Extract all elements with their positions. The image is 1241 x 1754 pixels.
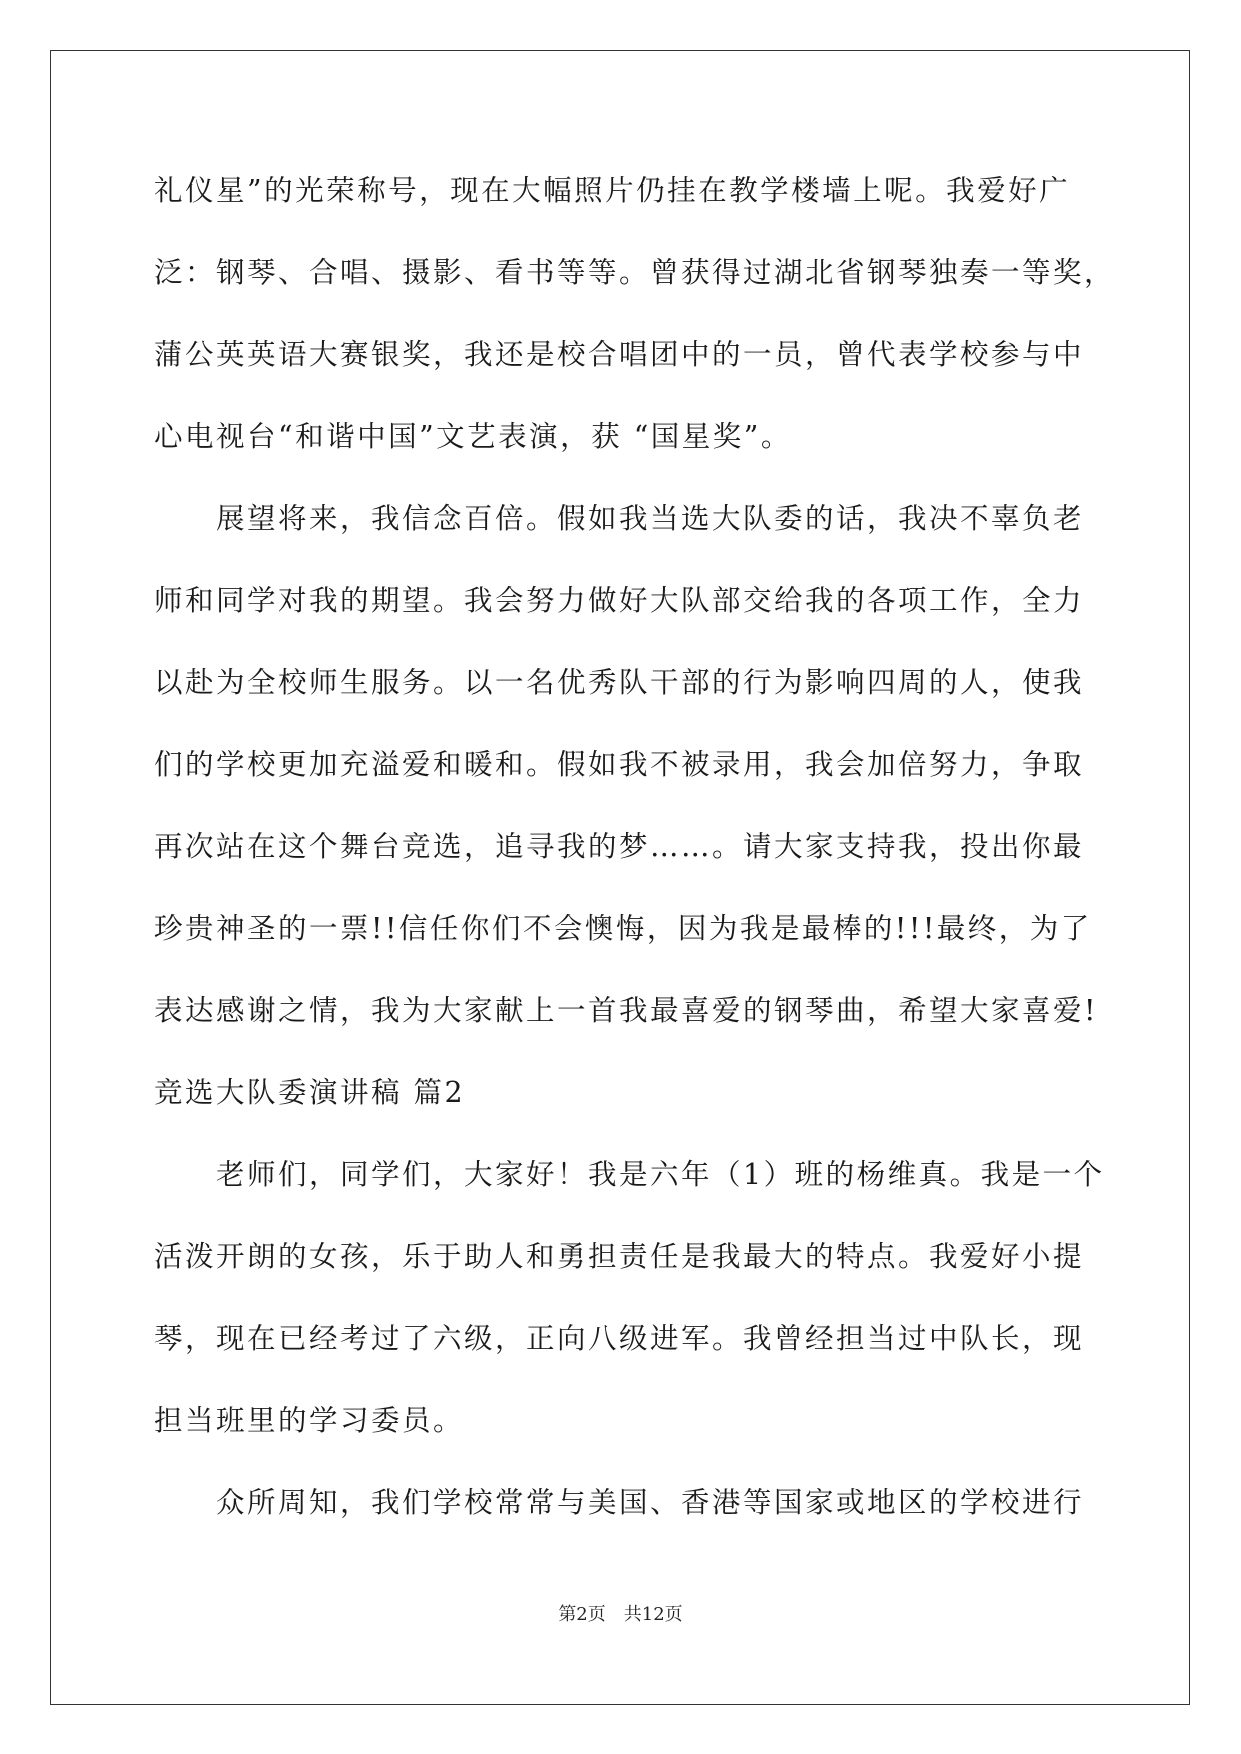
page-number: 第2页 共12页 — [558, 1604, 683, 1625]
text-line: 表达感谢之情，我为大家献上一首我最喜爱的钢琴曲，希望大家喜爱! — [154, 994, 1098, 1027]
section-heading: 竞选大队委演讲稿 篇2 — [154, 1076, 466, 1109]
text-line: 礼仪星”的光荣称号，现在大幅照片仍挂在教学楼墙上呢。我爱好广 — [154, 174, 1071, 207]
text-line: 泛：钢琴、合唱、摄影、看书等等。曾获得过湖北省钢琴独奏一等奖， — [154, 256, 1116, 289]
text-line: 展望将来，我信念百倍。假如我当选大队委的话，我决不辜负老 — [154, 502, 1085, 535]
text-line: 以赴为全校师生服务。以一名优秀队干部的行为影响四周的人，使我 — [154, 666, 1085, 699]
text-line: 珍贵神圣的一票!!信任你们不会懊悔，因为我是最棒的!!!最终，为了 — [154, 912, 1092, 945]
text-line: 活泼开朗的女孩，乐于助人和勇担责任是我最大的特点。我爱好小提 — [154, 1240, 1085, 1273]
document-body — [154, 150, 1116, 1544]
text-line: 心电视台“和谐中国”文艺表演，获 “国星奖”。 — [154, 420, 792, 453]
text-line: 众所周知，我们学校常常与美国、香港等国家或地区的学校进行 — [154, 1486, 1085, 1519]
text-line: 再次站在这个舞台竞选，追寻我的梦……。请大家支持我，投出你最 — [154, 830, 1085, 863]
text-line: 们的学校更加充溢爱和暖和。假如我不被录用，我会加倍努力，争取 — [154, 748, 1085, 781]
text-line: 担当班里的学习委员。 — [154, 1404, 465, 1437]
text-line: 琴，现在已经考过了六级，正向八级进军。我曾经担当过中队长，现 — [154, 1322, 1085, 1355]
text-line: 蒲公英英语大赛银奖，我还是校合唱团中的一员，曾代表学校参与中 — [154, 338, 1085, 371]
text-line: 师和同学对我的期望。我会努力做好大队部交给我的各项工作，全力 — [154, 584, 1085, 617]
text-line: 老师们，同学们，大家好！我是六年（1）班的杨维真。我是一个 — [154, 1158, 1105, 1191]
